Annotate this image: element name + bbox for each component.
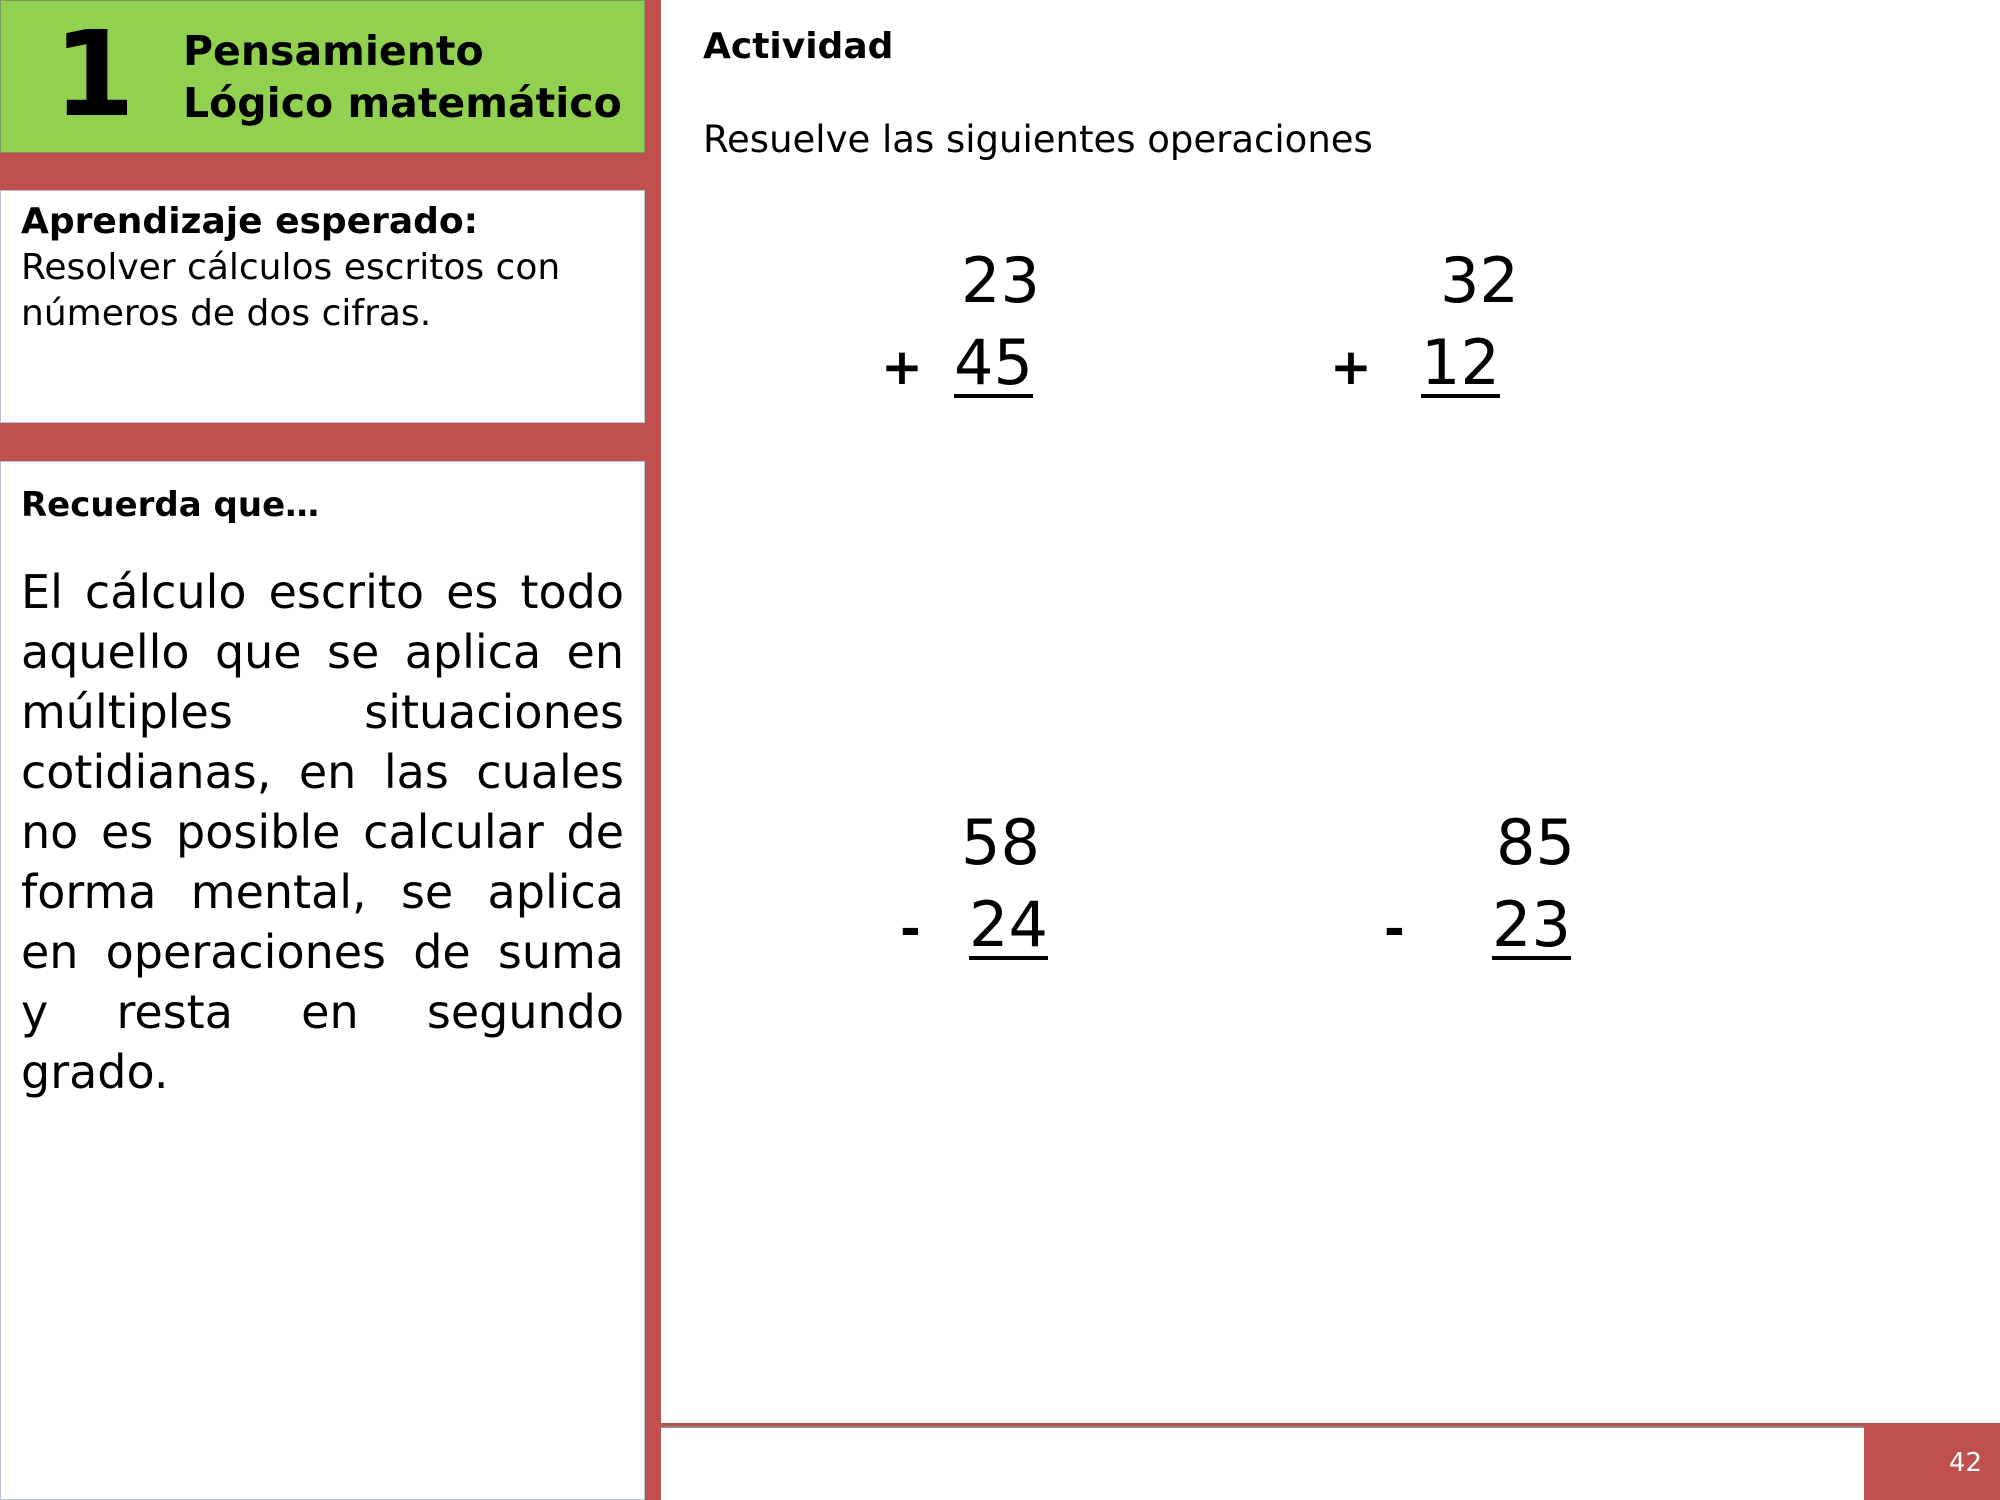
operation-top-number: 23 xyxy=(961,244,1040,317)
operation-bottom-number: 24 xyxy=(969,888,1048,961)
operation-top-number: 85 xyxy=(1496,806,1575,879)
operation-top-number: 32 xyxy=(1440,244,1519,317)
expected-learning-text: Resolver cálculos escritos con números de dos cifras. xyxy=(21,247,561,334)
operation-sign: + xyxy=(1330,338,1372,396)
activity-heading: Actividad xyxy=(703,26,894,67)
operation-bottom-number: 12 xyxy=(1421,326,1500,399)
expected-learning-box xyxy=(0,190,645,423)
remember-box xyxy=(0,461,645,1500)
footer-box xyxy=(661,1426,1864,1500)
lesson-header xyxy=(0,0,645,153)
lesson-number: 1 xyxy=(53,5,136,143)
operation-sign: + xyxy=(881,338,923,396)
activity-panel xyxy=(661,0,2000,1423)
operation-bottom-number: 45 xyxy=(954,326,1033,399)
lesson-title: Pensamiento Lógico matemático xyxy=(183,27,622,127)
expected-learning-heading: Aprendizaje esperado: xyxy=(21,201,479,242)
operation-bottom-number: 23 xyxy=(1492,888,1571,961)
operation-sign: - xyxy=(1384,900,1405,958)
operation-top-number: 58 xyxy=(961,806,1040,879)
activity-instruction: Resuelve las siguientes operaciones xyxy=(703,118,1373,161)
operation-sign: - xyxy=(900,900,921,958)
remember-text: El cálculo escrito es todo aquello que se aplica en múltiples situaciones cotidianas, en las cuales no es posible calcular de forma mental, se aplica en operaciones de suma y resta en segundo grado. xyxy=(21,565,624,1099)
remember-heading: Recuerda que… xyxy=(21,485,320,525)
page-number: 42 xyxy=(1948,1448,1982,1478)
